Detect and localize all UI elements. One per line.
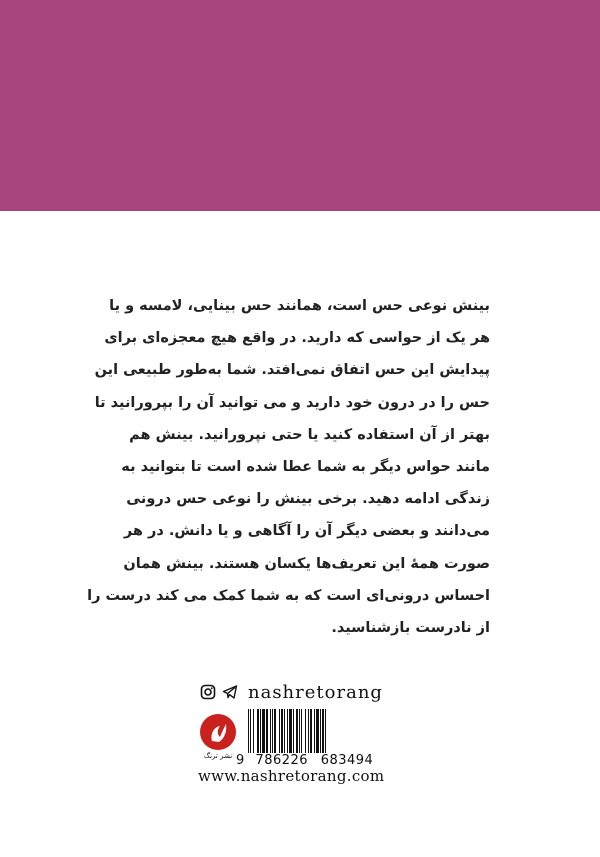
- publisher-logo-mark-icon: [200, 714, 236, 750]
- instagram-icon: [200, 684, 216, 700]
- blurb-line: بهتر از آن استفاده کنید یا حتی نپرورانید. بینش هم: [129, 426, 490, 443]
- isbn-left-group: 786226: [255, 753, 309, 768]
- telegram-icon: [222, 684, 238, 700]
- social-links: [200, 680, 383, 704]
- publisher-logo-text: نشر ترنگ: [203, 752, 233, 760]
- blurb-line: بینش نوعی حس است، همانند حس بینایی، لامسه و یا: [109, 298, 490, 314]
- blurb-line: مانند حواس دیگر به شما عطا شده است تا بتوانید به: [121, 458, 490, 475]
- cover-color-band: [0, 0, 600, 211]
- social-handle: nashretorang: [248, 681, 383, 703]
- publisher-website: www.nashretorang.com: [198, 767, 385, 785]
- publisher-logo: [200, 714, 236, 750]
- blurb-line: هر یک از حواسی که دارید. در واقع هیچ معجزه‌ای برای: [104, 330, 490, 347]
- back-cover-blurb: [87, 290, 490, 644]
- blurb-line: پیدایش این حس اتفاق نمی‌افتد. شما به‌طور طبیعی این: [94, 362, 490, 379]
- isbn-right-group: 683494: [320, 753, 374, 768]
- isbn-number: [236, 753, 373, 768]
- blurb-line: از نادرست بازشناسید.: [331, 619, 490, 636]
- blurb-line: می‌دانند و بعضی دیگر آن را آگاهی و یا دانش. در هر: [123, 523, 490, 540]
- blurb-line: زندگی ادامه دهید. برخی بینش را نوعی حس درونی: [126, 491, 490, 508]
- isbn-first-digit: 9: [236, 753, 245, 768]
- blurb-line: حس را در درون خود دارید و می توانید آن را بپرورانید تا: [94, 394, 490, 411]
- blurb-line: احساس درونی‌ای است که به شما کمک می کند درست را: [87, 587, 490, 604]
- blurb-line: صورت همهٔ این تعریف‌ها یکسان هستند. بینش همان: [123, 555, 490, 572]
